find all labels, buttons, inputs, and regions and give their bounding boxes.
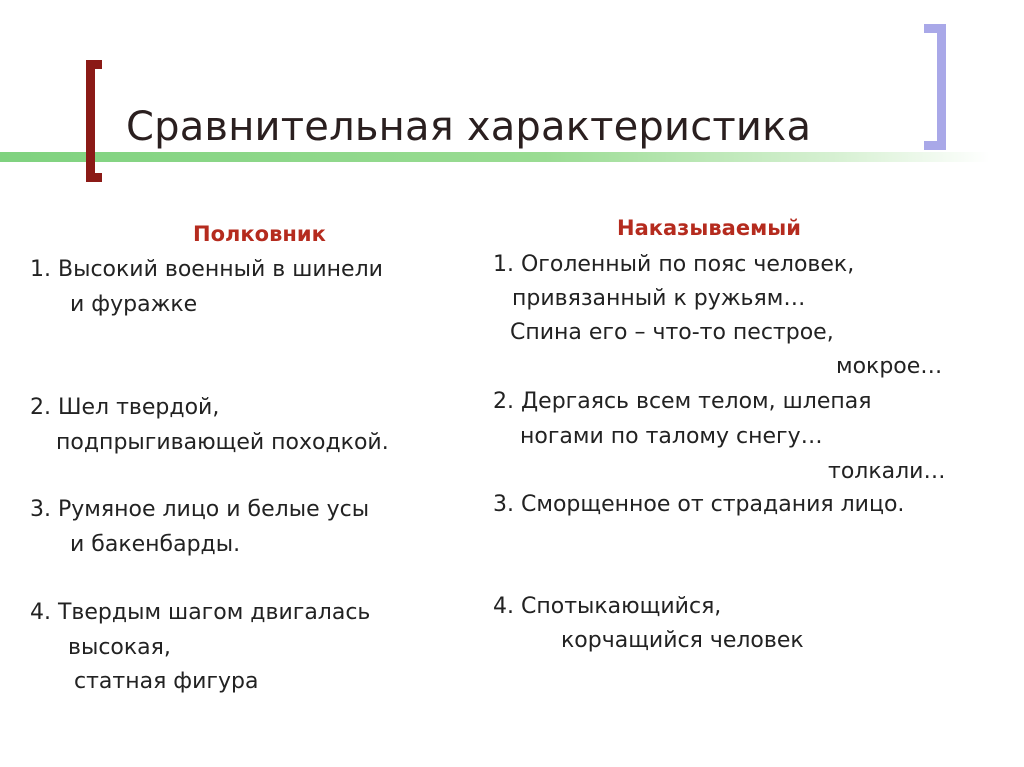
left-line: и фуражке xyxy=(70,292,198,317)
right-line: толкали… xyxy=(828,459,946,484)
right-column-heading: Наказываемый xyxy=(617,216,801,240)
right-line: корчащийся человек xyxy=(561,628,804,653)
left-line: высокая, xyxy=(68,635,171,660)
left-line: 4. Твердым шагом двигалась xyxy=(30,600,371,625)
left-line: и бакенбарды. xyxy=(70,532,241,557)
right-line: 2. Дергаясь всем телом, шлепая xyxy=(493,389,872,414)
left-line: 3. Румяное лицо и белые усы xyxy=(30,497,370,522)
left-line: статная фигура xyxy=(74,669,259,694)
right-line: ногами по талому снегу… xyxy=(520,424,823,449)
left-column-heading: Полковник xyxy=(193,222,326,246)
right-line: Спина его – что-то пестрое, xyxy=(510,320,834,345)
left-line: 1. Высокий военный в шинели xyxy=(30,257,383,282)
left-bracket-decoration xyxy=(86,60,102,182)
slide-title: Сравнительная характеристика xyxy=(126,104,812,150)
left-line: 2. Шел твердой, xyxy=(30,395,220,420)
left-line: подпрыгивающей походкой. xyxy=(56,430,389,455)
right-bracket-decoration xyxy=(924,24,946,150)
right-line: 3. Сморщенное от страдания лицо. xyxy=(493,492,905,517)
right-line: мокрое… xyxy=(836,354,943,379)
right-line: привязанный к ружьям… xyxy=(512,286,806,311)
right-line: 4. Спотыкающийся, xyxy=(493,594,722,619)
right-line: 1. Оголенный по пояс человек, xyxy=(493,252,855,277)
title-underline xyxy=(0,152,990,162)
